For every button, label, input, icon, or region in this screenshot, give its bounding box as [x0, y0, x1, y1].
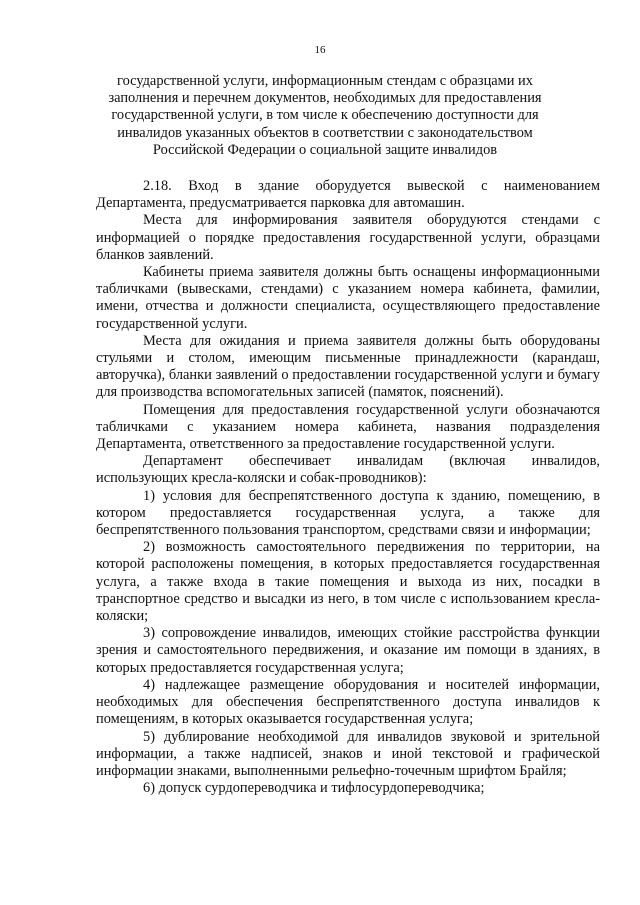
list-item-3: 3) сопровождение инвалидов, имеющих стойкие расстройства функции зрения и самостоятельного передвижения, и оказание им помощи в зданиях, в которых предоставляется государственная услуга; — [96, 625, 600, 676]
list-item-6: 6) допуск сурдопереводчика и тифлосурдопереводчика; — [143, 780, 485, 797]
paragraph-info-stands: Места для информирования заявителя оборудуются стендами с информацией о порядке предоставления государственной услуги, образцами бланков заявлений. — [96, 212, 600, 263]
document-body — [96, 178, 600, 797]
paragraph-premises-signs: Помещения для предоставления государственной услуги обозначаются табличками с указанием номера кабинета, названия подразделения Департамента, ответственного за предоставление государственной услуги. — [96, 401, 600, 453]
paragraph-2-18: 2.18. Вход в здание оборудуется вывеской с наименованием Департамента, предусматривается парковка для автомашин. — [96, 178, 600, 212]
list-item-4: 4) надлежащее размещение оборудования и носителей информации, необходимых для обеспечения беспрепятственного доступа инвалидов к помещениям, в которых оказывается государственная услуга; — [96, 676, 600, 728]
list-item-1: 1) условия для беспрепятственного доступа к зданию, помещению, в котором предоставляется государственная услуга, а также для беспрепятственного пользования транспортом, средствами связи и информации; — [96, 487, 600, 539]
paragraph-reception-rooms: Кабинеты приема заявителя должны быть оснащены информационными табличками (вывесками, стендами) с указанием номера кабинета, фамилии, имени, отчества и должности специалиста, осуществляющего предоставление государственной услуги. — [96, 264, 600, 332]
list-item-2: 2) возможность самостоятельного передвижения по территории, на которой расположены помещения, в которых предоставляется государственная услуга, а также входа в такие помещения и выхода из них, посадки в транспортное средство и высадки из него, в том числе с использованием кресла-коляски; — [96, 539, 600, 625]
paragraph-waiting-areas: Места для ожидания и приема заявителя должны быть оборудованы стульями и столом, имеющим письменные принадлежности (карандаш, авторучка), бланки заявлений о предоставлении государственной услуги и бумагу для производства вспомогательных записей (памяток, пояснений). — [96, 332, 600, 401]
paragraph-department-provides: Департамент обеспечивает инвалидам (включая инвалидов, использующих кресла-коляски и собак-проводников): — [96, 453, 600, 487]
list-item-5: 5) дублирование необходимой для инвалидов звуковой и зрительной информации, а также надписей, знаков и иной текстовой и графической информации знаками, выполненными рельефно-точечным шрифтом Брайля; — [96, 728, 600, 779]
section-heading: государственной услуги, информационным стендам с образцами их заполнения и перечнем документов, необходимых для предоставления государственной услуги, в том числе к обеспечению доступности для инвалидов указанных объектов в соответствии с законодательством Российской Федерации о социальной защите инвалидов — [108, 73, 542, 158]
page-number: 16 — [314, 44, 326, 56]
